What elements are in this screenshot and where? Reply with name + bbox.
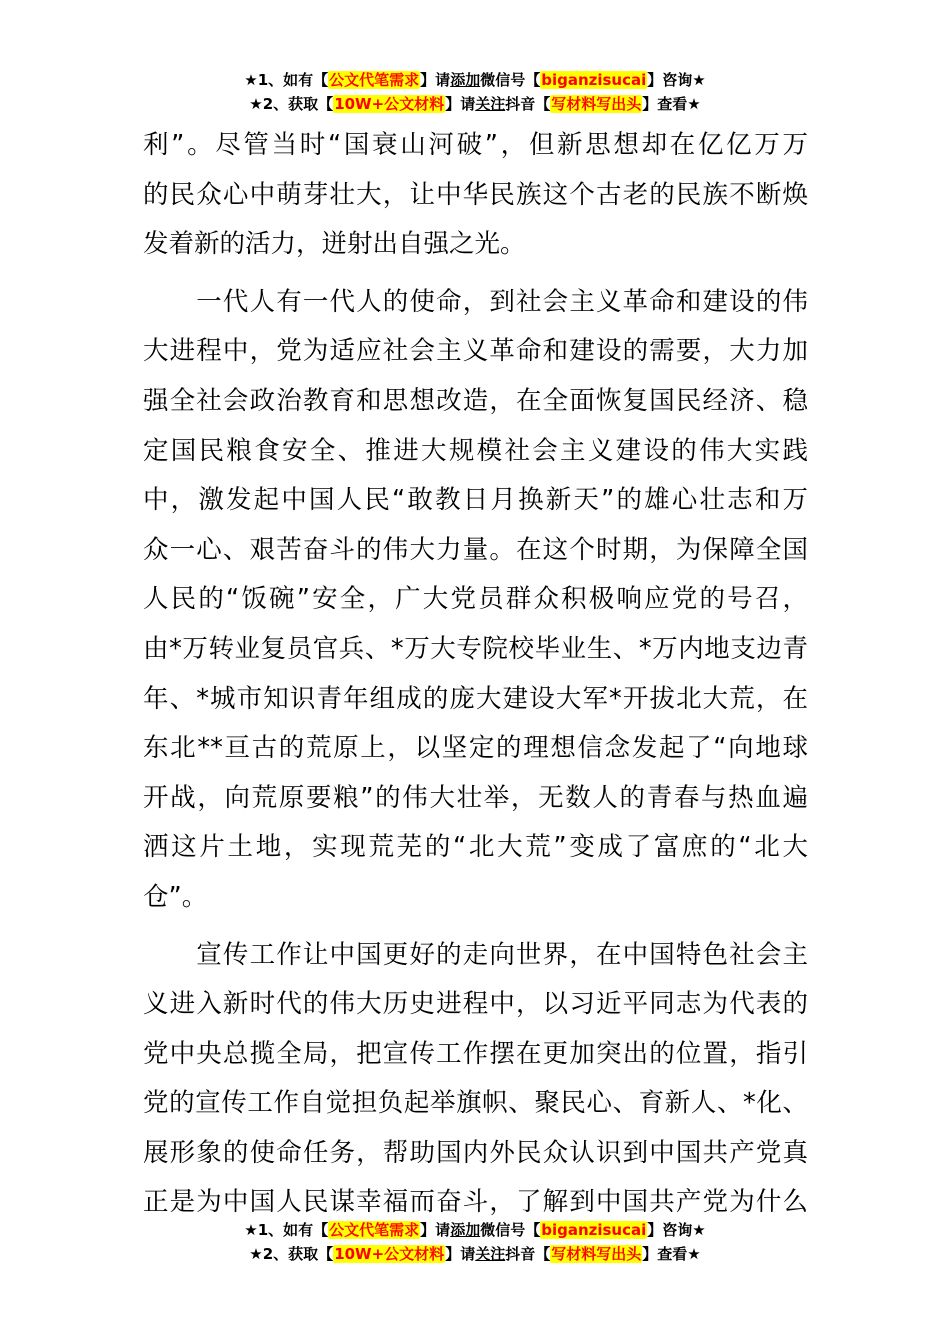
text-line: 众一心、艰苦奋斗的伟大力量。在这个时期，为保障全国 xyxy=(143,534,808,565)
text-line: 党中央总揽全局，把宣传工作摆在更加突出的位置，指引 xyxy=(143,1038,808,1069)
paragraph xyxy=(143,931,808,1229)
text-line: 定国民粮食安全、推进大规模社会主义建设的伟大实践 xyxy=(143,435,808,466)
highlight-wechat-id: biganzisucai xyxy=(541,71,647,89)
paragraph xyxy=(143,278,808,923)
text-line: 年、*城市知识青年组成的庞大建设大军*开拔北大荒，在 xyxy=(143,683,808,714)
text-line: 利”。尽管当时“国衰山河破”，但新思想却在亿亿万万 xyxy=(143,130,808,160)
text-line: 东北**亘古的荒原上，以坚定的理想信念发起了“向地球 xyxy=(143,733,808,764)
paragraph xyxy=(143,121,808,270)
text-line: 党的宣传工作自觉担负起举旗帜、聚民心、育新人、*化、 xyxy=(143,1088,808,1119)
text-line: 人民的“饭碗”安全，广大党员群众积极响应党的号召， xyxy=(143,584,808,615)
highlight-materials: 10W+公文材料 xyxy=(334,95,445,113)
banner-line-2: ★2、获取【10W+公文材料】请关注抖音【写材料写出头】查看★ xyxy=(249,95,701,113)
text-line: 开战，向荒原要粮”的伟大壮举，无数人的青春与热血遍 xyxy=(143,782,808,813)
highlight-service: 公文代笔需求 xyxy=(329,71,420,89)
text-line: 大进程中，党为适应社会主义革命和建设的需要，大力加 xyxy=(143,336,808,367)
text-line: 宣传工作让中国更好的走向世界，在中国特色社会主 xyxy=(143,939,808,970)
header-banner xyxy=(0,68,950,116)
text-line: 的民众心中萌芽壮大，让中华民族这个古老的民族不断焕 xyxy=(143,179,808,210)
footer-banner xyxy=(0,1218,950,1266)
text-line: 强全社会政治教育和思想改造，在全面恢复国民经济、稳 xyxy=(143,385,808,416)
text-line: 一代人有一代人的使命，到社会主义革命和建设的伟 xyxy=(143,286,808,317)
highlight-douyin-id: 写材料写出头 xyxy=(551,95,642,113)
banner-line-1: ★1、如有【公文代笔需求】请添加微信号【biganzisucai】咨询★ xyxy=(244,71,706,89)
text-line: 中，激发起中国人民“敢教日月换新天”的雄心壮志和万 xyxy=(143,485,808,516)
text-line: 义进入新时代的伟大历史进程中，以习近平同志为代表的 xyxy=(143,989,808,1020)
text-line: 展形象的使命任务，帮助国内外民众认识到中国共产党真 xyxy=(143,1137,808,1168)
text-line: 仓”。 xyxy=(143,881,208,912)
banner-line-1: ★1、如有【公文代笔需求】请添加微信号【biganzisucai】咨询★ xyxy=(244,1221,706,1239)
text-line: 发着新的活力，迸射出自强之光。 xyxy=(143,229,526,260)
text-line: 由*万转业复员官兵、*万大专院校毕业生、*万内地支边青 xyxy=(143,633,808,664)
highlight-materials: 10W+公文材料 xyxy=(334,1245,445,1263)
highlight-douyin-id: 写材料写出头 xyxy=(551,1245,642,1263)
text-line: 正是为中国人民谋幸福而奋斗，了解到中国共产党为什么 xyxy=(143,1187,808,1218)
text-line: 洒这片土地，实现荒芜的“北大荒”变成了富庶的“北大 xyxy=(143,832,808,863)
highlight-service: 公文代笔需求 xyxy=(329,1221,420,1239)
banner-line-2: ★2、获取【10W+公文材料】请关注抖音【写材料写出头】查看★ xyxy=(249,1245,701,1263)
document-body xyxy=(143,121,808,1228)
highlight-wechat-id: biganzisucai xyxy=(541,1221,647,1239)
